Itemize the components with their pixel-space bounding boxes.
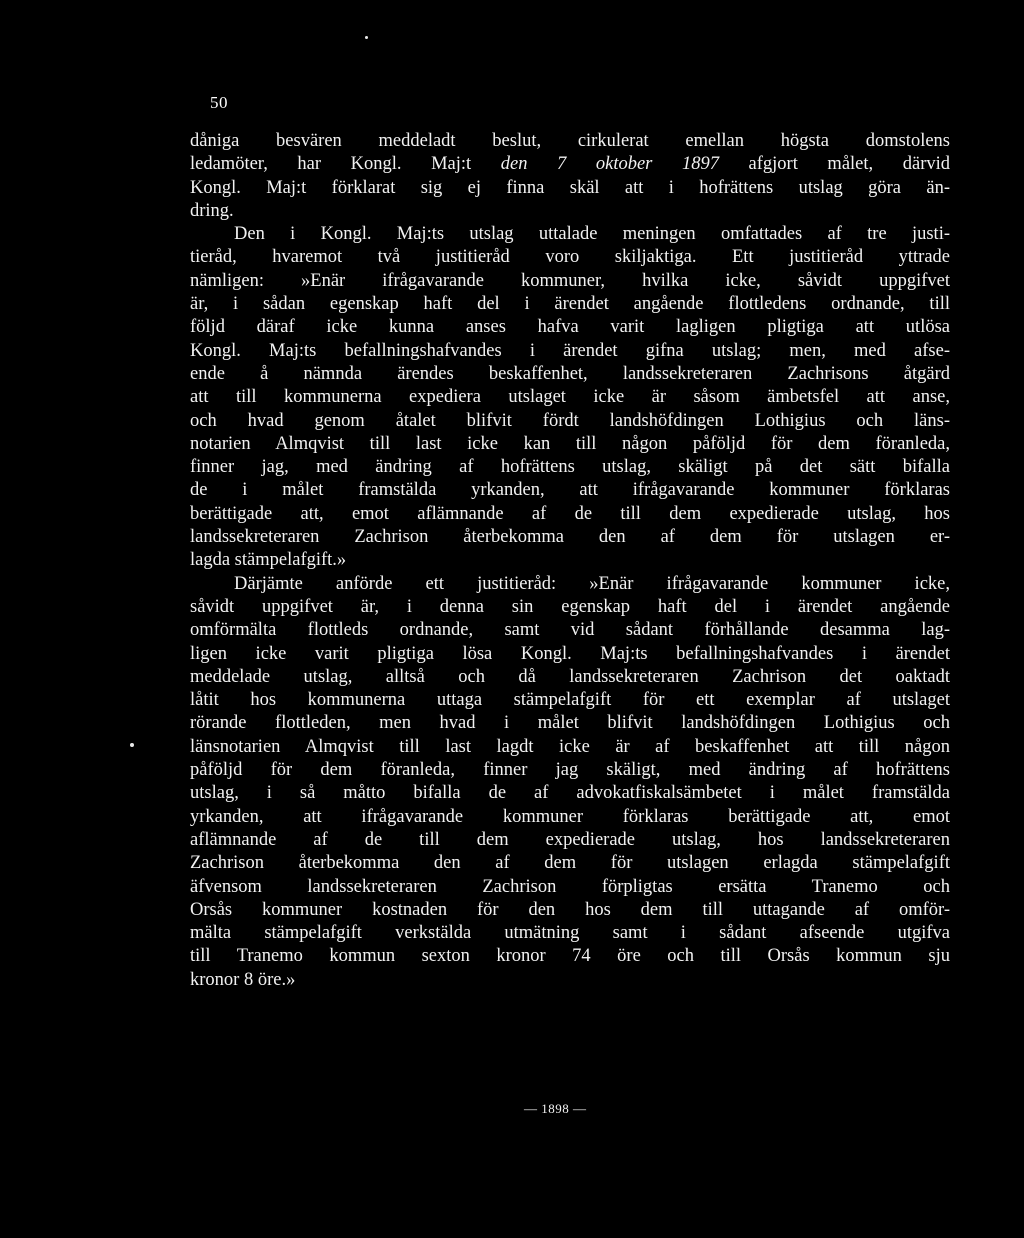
date-italic: den 7 oktober 1897	[500, 154, 719, 175]
text-line: till Tranemo kommun sexton kronor 74 öre och till Orsås kommun sju	[190, 946, 950, 967]
text-line	[190, 153, 950, 176]
text-line: Den i Kongl. Maj:ts utslag uttalade meningen omfattades af tre justi-	[234, 224, 950, 245]
text-segment: afgjort målet, därvid	[718, 154, 950, 175]
text-line: omförmälta flottleds ordnande, samt vid sådant förhållande desamma lag-	[190, 620, 950, 641]
text-line: landssekreteraren Zachrison återbekomma den af dem för utslagen er-	[190, 527, 950, 548]
text-line: de i målet framstälda yrkanden, att ifrågavarande kommuner förklaras	[190, 480, 950, 501]
text-line: såvidt uppgifvet är, i denna sin egenskap haft del i ärendet angående	[190, 596, 950, 617]
text-line: Orsås kommuner kostnaden för den hos dem till uttagande af omför-	[190, 899, 950, 920]
text-line: dring.	[190, 200, 234, 221]
text-line: Kongl. Maj:ts befallningshafvandes i ärendet gifna utslag; men, med afse-	[190, 340, 950, 361]
text-line: aflämnande af de till dem expedierade utslag, hos landssekreteraren	[190, 829, 950, 850]
text-line: är, i sådan egenskap haft del i ärendet angående flottledens ordnande, till	[190, 294, 950, 315]
text-line: notarien Almqvist till last icke kan till någon påföljd för dem föranleda,	[190, 433, 950, 454]
text-line: Zachrison återbekomma den af dem för utslagen erlagda stämpelafgift	[190, 853, 950, 874]
text-line: nämligen: »Enär ifrågavarande kommuner, hvilka icke, såvidt uppgifvet	[190, 270, 950, 291]
text-line: ende å nämnda ärendes beskaffenhet, landssekreteraren Zachrisons åtgärd	[190, 363, 950, 384]
footer-year-mark: — 1898 —	[524, 1101, 587, 1116]
scan-speck	[130, 743, 134, 747]
text-line: påföljd för dem föranleda, finner jag skäligt, med ändring af hofrättens	[190, 760, 950, 781]
text-line: berättigade att, emot aflämnande af de till dem expedierade utslag, hos	[190, 503, 950, 524]
text-line: yrkanden, att ifrågavarande kommuner förklaras berättigade att, emot	[190, 806, 950, 827]
text-line: och hvad genom åtalet blifvit fördt landshöfdingen Lothigius och läns-	[190, 410, 950, 431]
text-line: ligen icke varit pligtiga lösa Kongl. Maj:ts befallningshafvandes i ärendet	[190, 643, 950, 664]
text-line: låtit hos kommunerna uttaga stämpelafgift för ett exemplar af utslaget	[190, 690, 950, 711]
text-line: utslag, i så måtto bifalla de af advokatfiskalsämbetet i målet framstälda	[190, 783, 950, 804]
text-line: att till kommunerna expediera utslaget icke är såsom ämbetsfel att anse,	[190, 387, 950, 408]
text-line: Kongl. Maj:t förklarat sig ej finna skäl att i hofrättens utslag göra än-	[190, 177, 950, 198]
text-line: kronor 8 öre.»	[190, 969, 296, 990]
text-line: meddelade utslag, alltså och då landssekreteraren Zachrison det oaktadt	[190, 666, 950, 687]
text-line: mälta stämpelafgift verkstälda utmätning samt i sådant afseende utgifva	[190, 923, 950, 944]
text-line: äfvensom landssekreteraren Zachrison förpligtas ersätta Tranemo och	[190, 876, 950, 897]
body-text	[190, 130, 950, 992]
page-number: 50	[210, 93, 228, 112]
text-line: rörande flottleden, men hvad i målet blifvit landshöfdingen Lothigius och	[190, 713, 950, 734]
text-line: dåniga besvären meddeladt beslut, cirkulerat emellan högsta domstolens	[190, 131, 950, 151]
text-line: finner jag, med ändring af hofrättens utslag, skäligt på det sätt bifalla	[190, 457, 950, 478]
text-line: länsnotarien Almqvist till last lagdt icke är af beskaffenhet att till någon	[190, 736, 950, 757]
text-line: följd däraf icke kunna anses hafva varit lagligen pligtiga att utlösa	[190, 317, 950, 338]
scan-speck	[365, 36, 368, 39]
text-line: tieråd, hvaremot två justitieråd voro skiljaktiga. Ett justitieråd yttrade	[190, 247, 950, 268]
text-segment: ledamöter, har Kongl. Maj:t	[190, 154, 501, 175]
text-line: lagda stämpelafgift.»	[190, 550, 347, 571]
text-line: Därjämte anförde ett justitieråd: »Enär ifrågavarande kommuner icke,	[234, 573, 950, 594]
